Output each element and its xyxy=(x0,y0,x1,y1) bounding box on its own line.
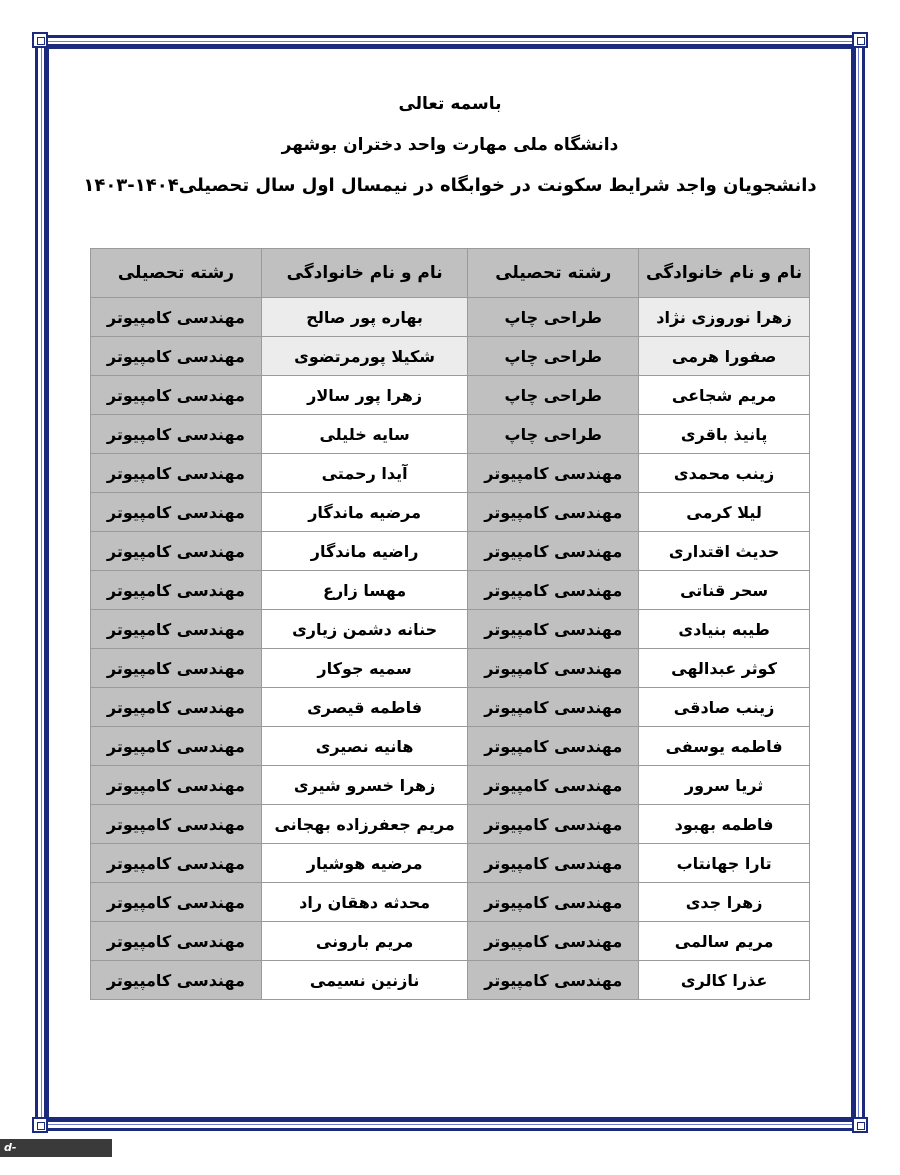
cell-major: مهندسی کامپیوتر xyxy=(468,493,639,532)
cell-major: مهندسی کامپیوتر xyxy=(468,766,639,805)
cell-name: حنانه دشمن زیاری xyxy=(261,610,467,649)
frame-corner-ornament xyxy=(852,1117,868,1133)
cell-name: سمیه جوکار xyxy=(261,649,467,688)
cell-name: تارا جهانتاب xyxy=(639,844,810,883)
heading-list-title: دانشجویان واجد شرایط سکونت در خوابگاه در نیمسال اول سال تحصیلی۱۴۰۴-۱۴۰۳ xyxy=(83,175,817,196)
frame-corner-ornament xyxy=(32,1117,48,1133)
header-major-2: رشته تحصیلی xyxy=(91,249,262,298)
cell-name: پانیذ باقری xyxy=(639,415,810,454)
cell-major: مهندسی کامپیوتر xyxy=(468,610,639,649)
cell-major: مهندسی کامپیوتر xyxy=(468,688,639,727)
cell-name: بهاره پور صالح xyxy=(261,298,467,337)
cell-major: مهندسی کامپیوتر xyxy=(91,532,262,571)
cell-major: مهندسی کامپیوتر xyxy=(468,727,639,766)
cell-major: مهندسی کامپیوتر xyxy=(91,337,262,376)
cell-name: زهرا خسرو شیری xyxy=(261,766,467,805)
table-row xyxy=(91,532,810,571)
cell-name: زهرا پور سالار xyxy=(261,376,467,415)
cell-major: مهندسی کامپیوتر xyxy=(91,805,262,844)
cell-major: مهندسی کامپیوتر xyxy=(91,961,262,1000)
cell-major: مهندسی کامپیوتر xyxy=(91,415,262,454)
cell-name: سایه خلیلی xyxy=(261,415,467,454)
cell-major: مهندسی کامپیوتر xyxy=(91,922,262,961)
dormitory-students-table xyxy=(90,248,810,1000)
table-row xyxy=(91,415,810,454)
cell-major: مهندسی کامپیوتر xyxy=(468,649,639,688)
cell-major: طراحی چاپ xyxy=(468,415,639,454)
header-name-1: نام و نام خانوادگی xyxy=(639,249,810,298)
cell-name: زینب محمدی xyxy=(639,454,810,493)
table-row xyxy=(91,298,810,337)
cell-name: زینب صادقی xyxy=(639,688,810,727)
cell-name: زهرا نوروزی نژاد xyxy=(639,298,810,337)
cell-major: مهندسی کامپیوتر xyxy=(91,688,262,727)
cell-major: مهندسی کامپیوتر xyxy=(468,571,639,610)
cell-major: مهندسی کامپیوتر xyxy=(91,298,262,337)
table-row xyxy=(91,493,810,532)
cell-major: مهندسی کامپیوتر xyxy=(91,883,262,922)
table-row xyxy=(91,727,810,766)
cell-name: کوثر عبدالهی xyxy=(639,649,810,688)
heading-basmala: باسمه تعالی xyxy=(398,94,502,114)
cell-major: مهندسی کامپیوتر xyxy=(91,376,262,415)
cell-major: مهندسی کامپیوتر xyxy=(91,610,262,649)
cell-major: مهندسی کامپیوتر xyxy=(91,649,262,688)
cell-name: مرضیه هوشیار xyxy=(261,844,467,883)
cell-name: فاطمه قیصری xyxy=(261,688,467,727)
table-row xyxy=(91,337,810,376)
cell-major: طراحی چاپ xyxy=(468,337,639,376)
cell-name: مریم شجاعی xyxy=(639,376,810,415)
cell-major: مهندسی کامپیوتر xyxy=(91,844,262,883)
cell-name: راضیه ماندگار xyxy=(261,532,467,571)
cell-name: سحر قناتی xyxy=(639,571,810,610)
cell-major: مهندسی کامپیوتر xyxy=(468,805,639,844)
cell-name: صفورا هرمی xyxy=(639,337,810,376)
table-row xyxy=(91,610,810,649)
frame-corner-ornament xyxy=(852,32,868,48)
cell-major: مهندسی کامپیوتر xyxy=(91,571,262,610)
cell-major: مهندسی کامپیوتر xyxy=(91,454,262,493)
site-watermark: d-bushehr.nus.ac.ir xyxy=(0,1139,112,1157)
cell-name: نازنین نسیمی xyxy=(261,961,467,1000)
cell-name: مریم بارونی xyxy=(261,922,467,961)
cell-name: ثریا سرور xyxy=(639,766,810,805)
table-row xyxy=(91,688,810,727)
table-row xyxy=(91,376,810,415)
table-row xyxy=(91,766,810,805)
cell-major: طراحی چاپ xyxy=(468,298,639,337)
cell-major: مهندسی کامپیوتر xyxy=(468,961,639,1000)
cell-name: آیدا رحمتی xyxy=(261,454,467,493)
table-row xyxy=(91,922,810,961)
cell-name: عذرا کالری xyxy=(639,961,810,1000)
cell-major: مهندسی کامپیوتر xyxy=(468,844,639,883)
table-row xyxy=(91,454,810,493)
cell-major: مهندسی کامپیوتر xyxy=(468,454,639,493)
cell-name: مریم سالمی xyxy=(639,922,810,961)
cell-name: زهرا جدی xyxy=(639,883,810,922)
cell-name: فاطمه یوسفی xyxy=(639,727,810,766)
heading-university: دانشگاه ملی مهارت واحد دختران بوشهر xyxy=(281,135,619,155)
frame-corner-ornament xyxy=(32,32,48,48)
table-row xyxy=(91,805,810,844)
cell-major: مهندسی کامپیوتر xyxy=(91,493,262,532)
cell-name: محدثه دهقان راد xyxy=(261,883,467,922)
table-row xyxy=(91,961,810,1000)
header-name-2: نام و نام خانوادگی xyxy=(261,249,467,298)
table-body xyxy=(91,298,810,1000)
cell-name: حدیث اقتداری xyxy=(639,532,810,571)
header-major-1: رشته تحصیلی xyxy=(468,249,639,298)
table-row xyxy=(91,844,810,883)
cell-name: مریم جعفرزاده بهجانی xyxy=(261,805,467,844)
cell-major: مهندسی کامپیوتر xyxy=(468,883,639,922)
cell-name: لیلا کرمی xyxy=(639,493,810,532)
table-row xyxy=(91,883,810,922)
cell-name: شکیلا پورمرتضوی xyxy=(261,337,467,376)
cell-major: مهندسی کامپیوتر xyxy=(91,766,262,805)
table-row xyxy=(91,571,810,610)
cell-major: مهندسی کامپیوتر xyxy=(91,727,262,766)
cell-name: طیبه بنیادی xyxy=(639,610,810,649)
cell-major: مهندسی کامپیوتر xyxy=(468,922,639,961)
cell-name: مهسا زارع xyxy=(261,571,467,610)
table-header-row xyxy=(91,249,810,298)
table-row xyxy=(91,649,810,688)
cell-major: طراحی چاپ xyxy=(468,376,639,415)
cell-major: مهندسی کامپیوتر xyxy=(468,532,639,571)
cell-name: مرضیه ماندگار xyxy=(261,493,467,532)
cell-name: هانیه نصیری xyxy=(261,727,467,766)
cell-name: فاطمه بهبود xyxy=(639,805,810,844)
